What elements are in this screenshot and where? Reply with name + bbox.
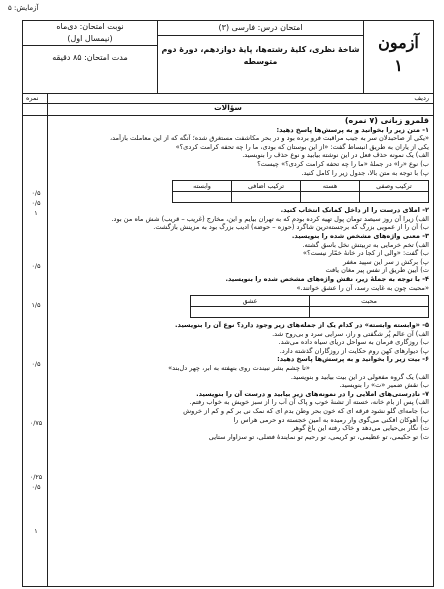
question-line: ب) نوع «را» در جملهٔ «ما را چه تحفه کرامت کردی؟» چیست؟ bbox=[257, 159, 429, 168]
table-cell bbox=[173, 192, 232, 203]
col-score-label: نمره bbox=[26, 94, 39, 102]
question-line: الف) زیرا آن روز سیصد تومان پول تهیه کرده بودم که به تهران بیایم و این، مخارج (غریب – قریب) شش ماه من بود. bbox=[111, 214, 429, 223]
question-line: ت) نگار بی‌حیایی می‌دهد و خاک رفته این باغ گوهر bbox=[291, 424, 429, 433]
question-line: ۱- متن زیر را بخوانید و به پرسش‌ها پاسخ دهید: bbox=[276, 125, 429, 134]
table-cell bbox=[360, 192, 429, 203]
question-line: الف) تخم خرمایی به تربیتش نخل باسق گشته. bbox=[302, 240, 429, 249]
question-line: ب) گفت: «والی از کجا در خانهٔ خمّار نیست؟» bbox=[302, 249, 429, 258]
table-cell: وابسته bbox=[173, 181, 232, 192]
question-line: «تا چشم بشر نبیندت روی بنهفته به ابر، چهر دل‌بند» bbox=[168, 364, 310, 373]
logo-number: ۱ bbox=[394, 56, 403, 75]
score: ۱ bbox=[34, 527, 38, 535]
exam-logo bbox=[363, 21, 433, 93]
question-line: ب) آن را از عمویی بزرگ که برجسته‌ترین شاگرد (حوزه – حوضه) ادیب بزرگ بود به مزینش بازگشت. bbox=[153, 223, 429, 232]
question-line: ۵- «وابسته وابسته» در کدام یک از جمله‌های زیر وجود دارد؟ نوع آن را بنویسید. bbox=[175, 321, 429, 330]
question-line: «یکی از صاحبدلان سر به جیب مراقبت فرو برده بود و در بحر مکاشفت مستغرق شده؛ آنگه که از این معاملت بازآمد، bbox=[109, 134, 429, 143]
table-cell: عشق bbox=[191, 296, 310, 307]
question-line: ۲- املای درست را از داخل کمانک انتخاب کنید. bbox=[280, 206, 429, 215]
exam-info-center bbox=[157, 21, 363, 93]
score: ۱ bbox=[34, 209, 38, 217]
question-line: پ) با توجه به متن بالا، جدول زیر را کامل کنید. bbox=[301, 168, 429, 177]
question-line: ت) آیین طریق از نفس پیر مغان یافت bbox=[325, 266, 429, 275]
exam-frame bbox=[22, 20, 434, 587]
questions-title: سؤالات bbox=[23, 103, 433, 116]
answer-table-2 bbox=[190, 295, 429, 318]
score: ۰/۷۵ bbox=[29, 419, 43, 427]
question-line: الف) یک نمونه حذف فعل در این نوشته بیابید و نوع حذف را بنویسید. bbox=[242, 151, 429, 160]
question-line: پ) برکش ز سر این سپید مغفر bbox=[342, 257, 429, 266]
question-line: الف) یک گروه مفعولی در این بیت بیابید و بنویسید. bbox=[290, 372, 429, 381]
question-line: ب) نقش ضمیر «ت» را بنویسید. bbox=[339, 381, 429, 390]
answer-table-1 bbox=[172, 180, 429, 203]
score-column-divider bbox=[47, 93, 48, 586]
question-line: ۳- معنی واژه‌های مشخص شده را بنویسید. bbox=[291, 231, 429, 240]
exam-duration: مدت امتحان: ۸۵ دقیقه bbox=[52, 53, 128, 62]
table-cell bbox=[301, 192, 360, 203]
exam-header bbox=[23, 21, 433, 94]
question-line: ۷- نادرستی‌های املایی را در نمونه‌های زیر بیابید و درست آن را بنویسید. bbox=[196, 389, 429, 398]
score: ۰/۵ bbox=[31, 189, 41, 197]
table-cell: ترکیب اضافی bbox=[232, 181, 301, 192]
score: ۰/۵ bbox=[31, 483, 41, 491]
table-cell bbox=[191, 307, 310, 318]
exam-subject: امتحان درس: فارسی (۳) bbox=[158, 21, 363, 36]
score: ۰/۵ bbox=[31, 262, 41, 270]
question-line: «محبت چون به غایت رسد، آن را عشق خوانند.» bbox=[296, 283, 429, 292]
question-line: ۶- بیت زیر را بخوانید و به پرسش‌ها پاسخ دهید: bbox=[277, 355, 429, 364]
score: ۰/۵ bbox=[31, 199, 41, 207]
question-line: ب) روزگاری فرمان به سواحل دریای سیاه داده می‌شد. bbox=[278, 338, 429, 347]
questions-body bbox=[49, 117, 429, 441]
question-line: یکی از یاران به طریق انبساط گفت: «از این بوستان که بودی، ما را چه تحفه کرامت کردی؟» bbox=[175, 142, 429, 151]
question-line: ۴- با توجه به جملهٔ زیر، نقش واژه‌های مشخص شده را بنویسید. bbox=[225, 274, 429, 283]
question-line: پ) آهوکان افکنی می‌گوی وار رمیده به امین خجسته دو حرمی هراس را bbox=[233, 415, 429, 424]
exam-branches: شاخهٔ نظری، کلیهٔ رشته‌ها، پایهٔ دوازدهم، دورهٔ دوم متوسطه bbox=[161, 45, 360, 66]
question-line: ت) تو حکیمی، تو عظیمی، تو کریمی، تو رحیم تو نمایندهٔ فضلی، تو سزاوار ستایی bbox=[208, 432, 429, 441]
page-top-note: آزمایش: ۵ bbox=[8, 4, 39, 12]
question-line: ب) جامه‌ای گلو نشود فرقه ای که خون بحر وطن بدم ای که نمک نی بر کم و کم از خروش bbox=[183, 407, 429, 416]
section-heading: قلمرو زبانی (۷ نمره) bbox=[344, 117, 429, 125]
question-line: پ) دیوارهای کهن روم حکایت از روزگاران گذشته دارد. bbox=[279, 346, 429, 355]
table-cell: ترکیب وصفی bbox=[360, 181, 429, 192]
table-cell bbox=[232, 192, 301, 203]
table-cell: محبت bbox=[310, 296, 429, 307]
exam-info-left bbox=[23, 21, 157, 93]
score: ۱/۵ bbox=[31, 301, 41, 309]
score: ۰/۲۵ bbox=[29, 473, 43, 481]
table-cell bbox=[310, 307, 429, 318]
table-cell: هسته bbox=[301, 181, 360, 192]
score: ۰/۵ bbox=[31, 360, 41, 368]
col-row-label: ردیف bbox=[414, 94, 429, 102]
exam-time: نوبت امتحان: دی‌ماه (نیمسال اول) bbox=[23, 21, 157, 46]
question-line: الف) پس از بام خانه، خسته از تشنهٔ خوب و پاک آن آب را از سبز خویش به خواب رفتم. bbox=[189, 398, 429, 407]
question-line: الف) آن عالم پُر شگفتی و راز، سرایی سرد و بی‌روح شد. bbox=[272, 329, 429, 338]
logo-word: آزمون bbox=[378, 33, 419, 52]
